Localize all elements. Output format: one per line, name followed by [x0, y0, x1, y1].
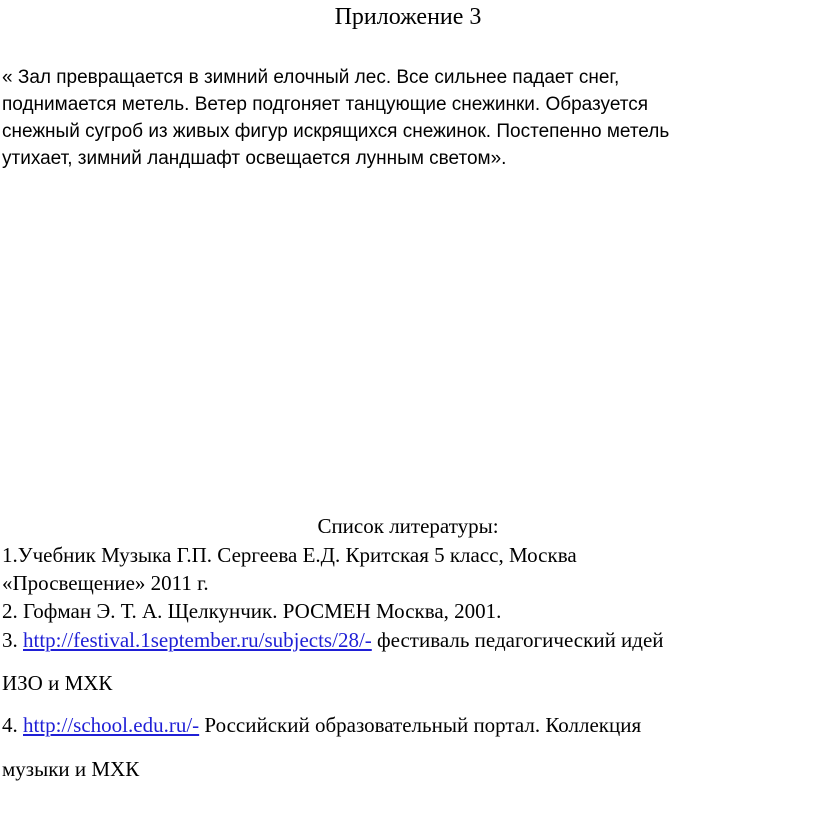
reference-item-3-link[interactable]: http://festival.1september.ru/subjects/28/-: [23, 628, 372, 652]
scene-description-line: « Зал превращается в зимний елочный лес. Все сильнее падает снег,: [2, 67, 620, 88]
reference-item-3-number: 3.: [2, 628, 23, 652]
reference-item-4-line-2: музыки и МХК: [2, 757, 140, 781]
reference-item-4: [2, 712, 641, 738]
reference-item-1-line-2: «Просвещение» 2011 г.: [2, 571, 209, 595]
reference-item-3-line-2: ИЗО и МХК: [2, 671, 113, 695]
scene-description-line: утихает, зимний ландшафт освещается лунным светом».: [2, 148, 507, 169]
scene-description-line: поднимается метель. Ветер подгоняет танцующие снежинки. Образуется: [2, 94, 649, 115]
reference-item-3: [2, 627, 664, 653]
appendix-title: Приложение 3: [334, 4, 482, 30]
reference-item-3-text: фестиваль педагогический идей: [371, 628, 664, 652]
scene-description-line: снежный сугроб из живых фигур искрящихся снежинок. Постепенно метель: [2, 121, 670, 142]
reference-item-4-link[interactable]: http://school.edu.ru/-: [23, 713, 200, 737]
reference-item-4-number: 4.: [2, 713, 23, 737]
references-title: Список литературы:: [317, 514, 499, 538]
scene-description: [2, 64, 814, 172]
reference-item-4-text: Российский образовательный портал. Коллекция: [199, 713, 642, 737]
reference-item-1-line-1: 1.Учебник Музыка Г.П. Сергеева Е.Д. Критская 5 класс, Москва: [2, 543, 577, 567]
reference-item-2: 2. Гофман Э. Т. А. Щелкунчик. РОСМЕН Москва, 2001.: [2, 599, 502, 623]
